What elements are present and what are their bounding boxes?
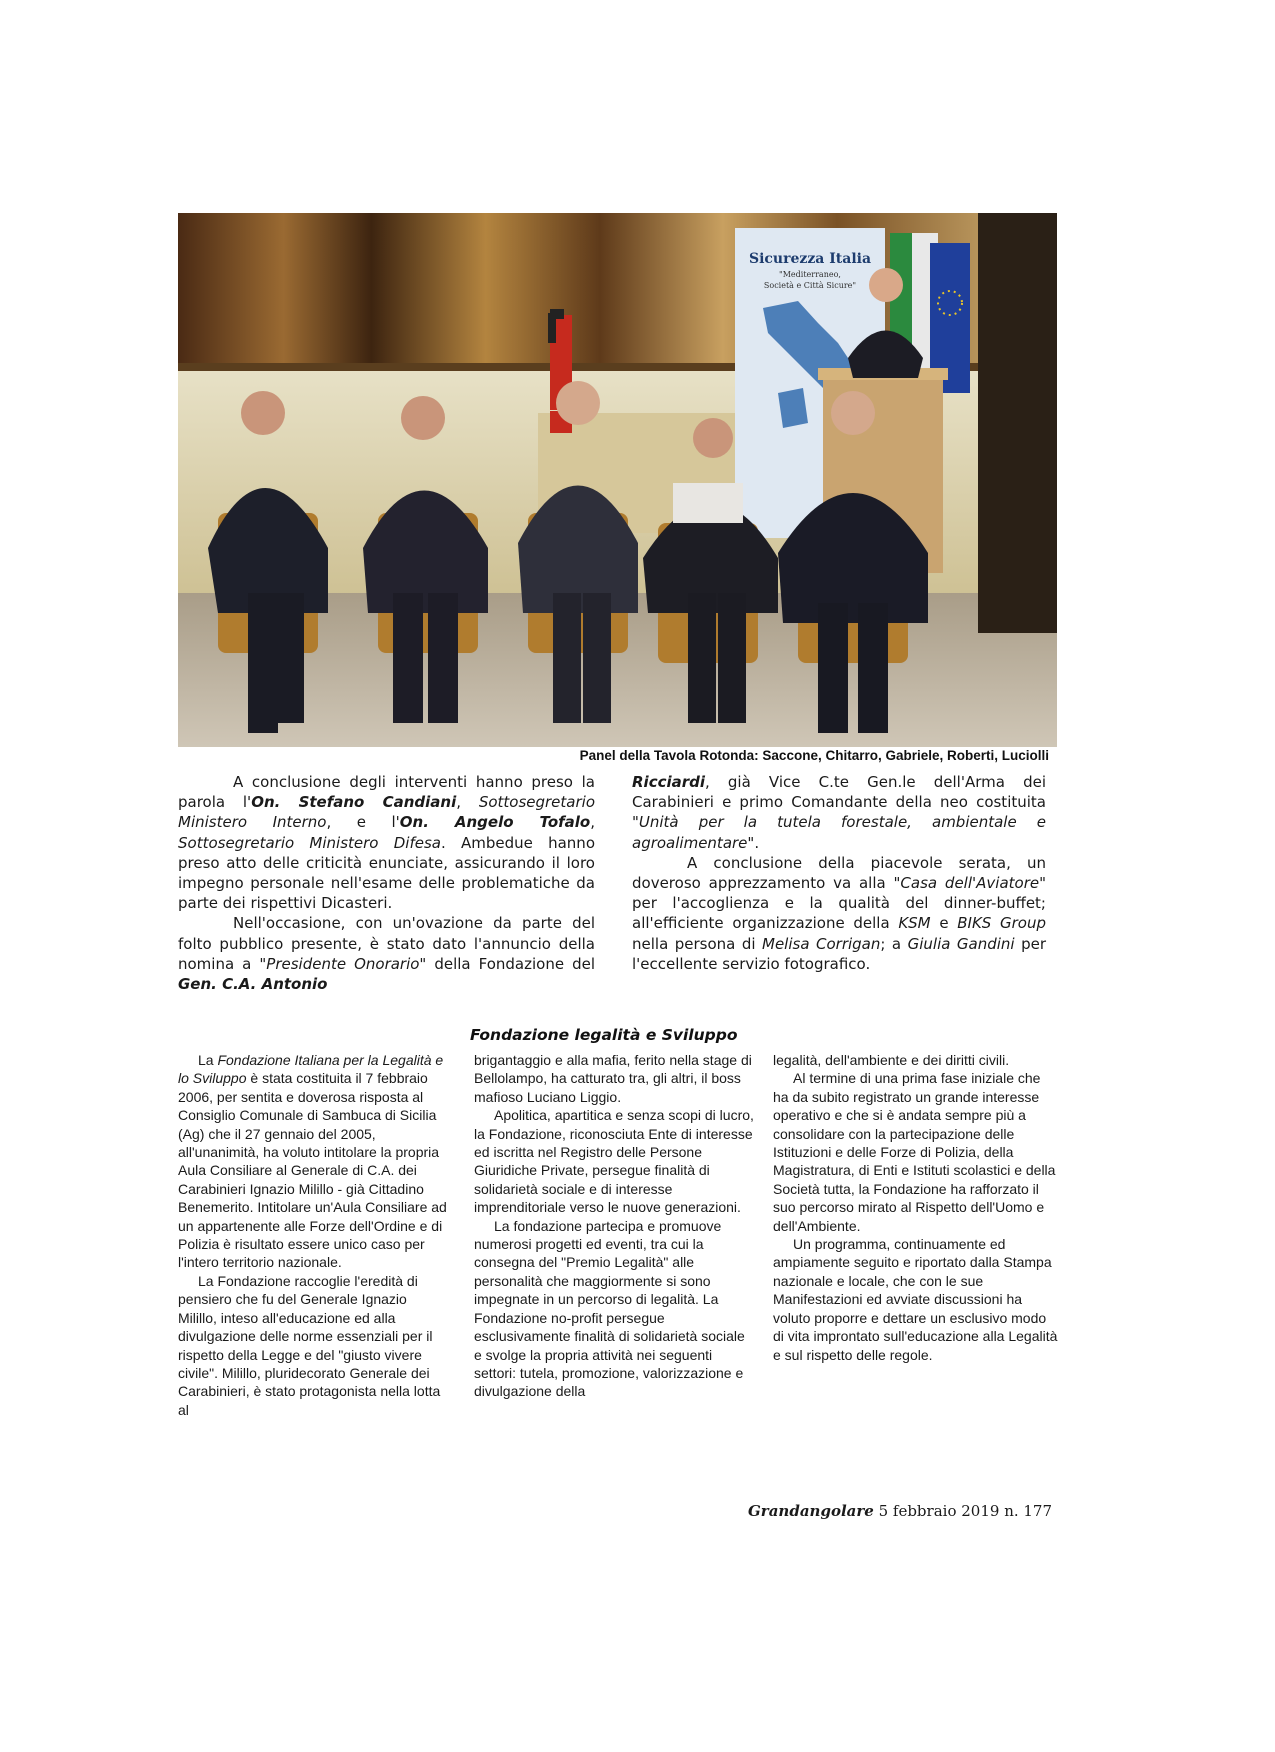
paragraph: legalità, dell'ambiente e dei diritti civili.: [773, 1052, 1010, 1068]
paragraph: [178, 772, 595, 913]
lower-column-3: [773, 1051, 1058, 1364]
panel-photo: [178, 213, 1057, 747]
text-run: A conclusione della piacevole serata, un doveroso apprezzamento va alla: [632, 853, 1046, 893]
text-run: .: [754, 833, 760, 852]
paragraph: La Fondazione raccoglie l'eredità di pensiero che fu del Generale Ignazio Milillo, inteso all'educazione ed alla divulgazione delle norme essenziali per il rispetto della Legge e del "giusto vivere civile". Milillo, pluridecorato Generale dei Carabinieri, è stato protagonista nella lotta al: [178, 1272, 441, 1418]
paragraph: Al termine di una prima fase iniziale che ha da subito registrato un grande interesse operativo e che si è andata sempre più a consolidare con la partecipazione delle Istituzioni e delle Forze di Polizia, della Magistratura, di Enti e Istituti scolastici e della Società tutta, la Fondazione ha rafforzato il suo percorso mirato al Rispetto dell'Uomo e dell'Ambiente.: [773, 1070, 1056, 1234]
emphasis-run: KSM: [898, 914, 931, 933]
section-title: Fondazione legalità e Sviluppo: [470, 1026, 738, 1044]
emphasis-run: Sottosegretario Ministero Interno: [178, 793, 595, 832]
paragraph: [632, 772, 1046, 853]
text-run: per l'eccellente servizio fotografico.: [632, 934, 1047, 973]
paragraph: [178, 1051, 448, 1272]
paragraph: [632, 853, 1046, 974]
lower-column-2: [474, 1051, 754, 1401]
photo-caption: Panel della Tavola Rotonda: Saccone, Chitarro, Gabriele, Roberti, Luciolli: [178, 747, 1057, 765]
paragraph: brigantaggio e alla mafia, ferito nella stage di Bellolampo, ha catturato tra, gli altri, il boss mafioso Luciano Liggio.: [474, 1052, 752, 1105]
text-run: . Ambedue hanno preso atto delle criticità enunciate, assicurando il loro impegno personale nell'esame delle problematiche da parte dei rispettivi Dicasteri.: [178, 833, 595, 913]
emphasis-run: Melisa Corrigan: [762, 934, 881, 953]
text-run: ,: [590, 813, 595, 832]
text-run: Nell'occasione, con un'ovazione da parte del folto pubblico presente, è stato dato l'annuncio della nomina a: [178, 914, 595, 973]
emphasis-run: Giulia Gandini: [907, 934, 1015, 953]
emphasis-run: Fondazione Italiana per la Legalità e lo Sviluppo: [178, 1052, 444, 1087]
text-run: , e l': [326, 813, 400, 832]
text-run: ; a: [880, 934, 908, 953]
upper-column-right: [632, 772, 1046, 974]
text-run: e: [930, 914, 958, 933]
upper-column-left: [178, 772, 595, 994]
magazine-name: Grandangolare: [748, 1502, 874, 1520]
text-run: è stata costituita il 7 febbraio 2006, per sentita e doverosa risposta al Consiglio Comunale di Sambuca di Sicilia (Ag) che il 27 gennaio del 2005, all'unanimità, ha voluto intitolare la propria Aula Consiliare al Generale di C.A. dei Carabinieri Ignazio Milillo - già Cittadino Benemerito. Intitolare un'Aula Consiliare ad un appartenente alle Forze dell'Ordine e di Polizia è risultato essere unico caso per l'intero territorio nazionale.: [178, 1070, 447, 1271]
emphasis-run: BIKS Group: [957, 914, 1046, 933]
svg-text:"Mediterraneo,: "Mediterraneo,: [779, 270, 841, 279]
svg-text:Società e Città Sicure": Società e Città Sicure": [763, 281, 857, 290]
emphasis-run: On. Angelo Tofalo: [399, 813, 591, 832]
text-run: , già Vice C.te Gen.le dell'Arma dei Carabinieri e primo Comandante della neo costituita: [632, 773, 1046, 812]
emphasis-run: Ricciardi: [632, 773, 706, 791]
emphasis-run: On. Stefano Candiani: [251, 793, 457, 812]
text-run: nella persona di: [632, 934, 763, 953]
paragraph: La fondazione partecipa e promuove numerosi progetti ed eventi, tra cui la consegna del "Premio Legalità" alle personalità che maggiormente si sono impegnate in un percorso di legalità. La Fondazione no-profit persegue esclusivamente finalità di solidarietà sociale e svolge la propria attività nei seguenti settori: tutela, promozione, valorizzazione e divulgazione della: [474, 1217, 745, 1400]
paragraph: Apolitica, apartitica e senza scopi di lucro, la Fondazione, riconosciuta Ente di interesse ed iscritta nel Registro delle Persone Giuridiche Private, persegue finalità di solidarietà sociale e di interesse imprenditoriale verso le nuove generazioni.: [474, 1107, 754, 1216]
emphasis-run: "Casa dell'Aviatore": [893, 874, 1046, 893]
emphasis-run: Gen. C.A. Antonio: [178, 975, 328, 994]
emphasis-run: "Unità per la tutela forestale, ambientale e agroalimentare": [632, 813, 1046, 852]
text-run: ,: [456, 793, 479, 812]
emphasis-run: "Presidente Onorario": [259, 954, 427, 973]
page-footer: [748, 1502, 1052, 1520]
lower-column-1: [178, 1051, 448, 1419]
issue-date: 5 febbraio 2019 n. 177: [878, 1502, 1053, 1520]
text-run: per l'accoglienza e la qualità del dinner-buffet; all'efficiente organizzazione della: [632, 894, 1046, 933]
text-run: della Fondazione del: [426, 954, 596, 973]
svg-text:Sicurezza Italia: Sicurezza Italia: [748, 251, 872, 267]
text-run: A conclusione degli interventi hanno preso la parola l': [178, 773, 595, 812]
paragraph: [178, 913, 595, 994]
emphasis-run: Sottosegretario Ministero Difesa: [178, 833, 441, 852]
paragraph: Un programma, continuamente ed ampiamente seguito e riportato dalla Stampa nazionale e locale, che con le sue Manifestazioni ed avviate discussioni ha voluto proporre e dettare un esclusivo modo di vita improntato sull'educazione alla Legalità e sul rispetto delle regole.: [773, 1236, 1058, 1363]
text-run: La: [198, 1052, 218, 1068]
